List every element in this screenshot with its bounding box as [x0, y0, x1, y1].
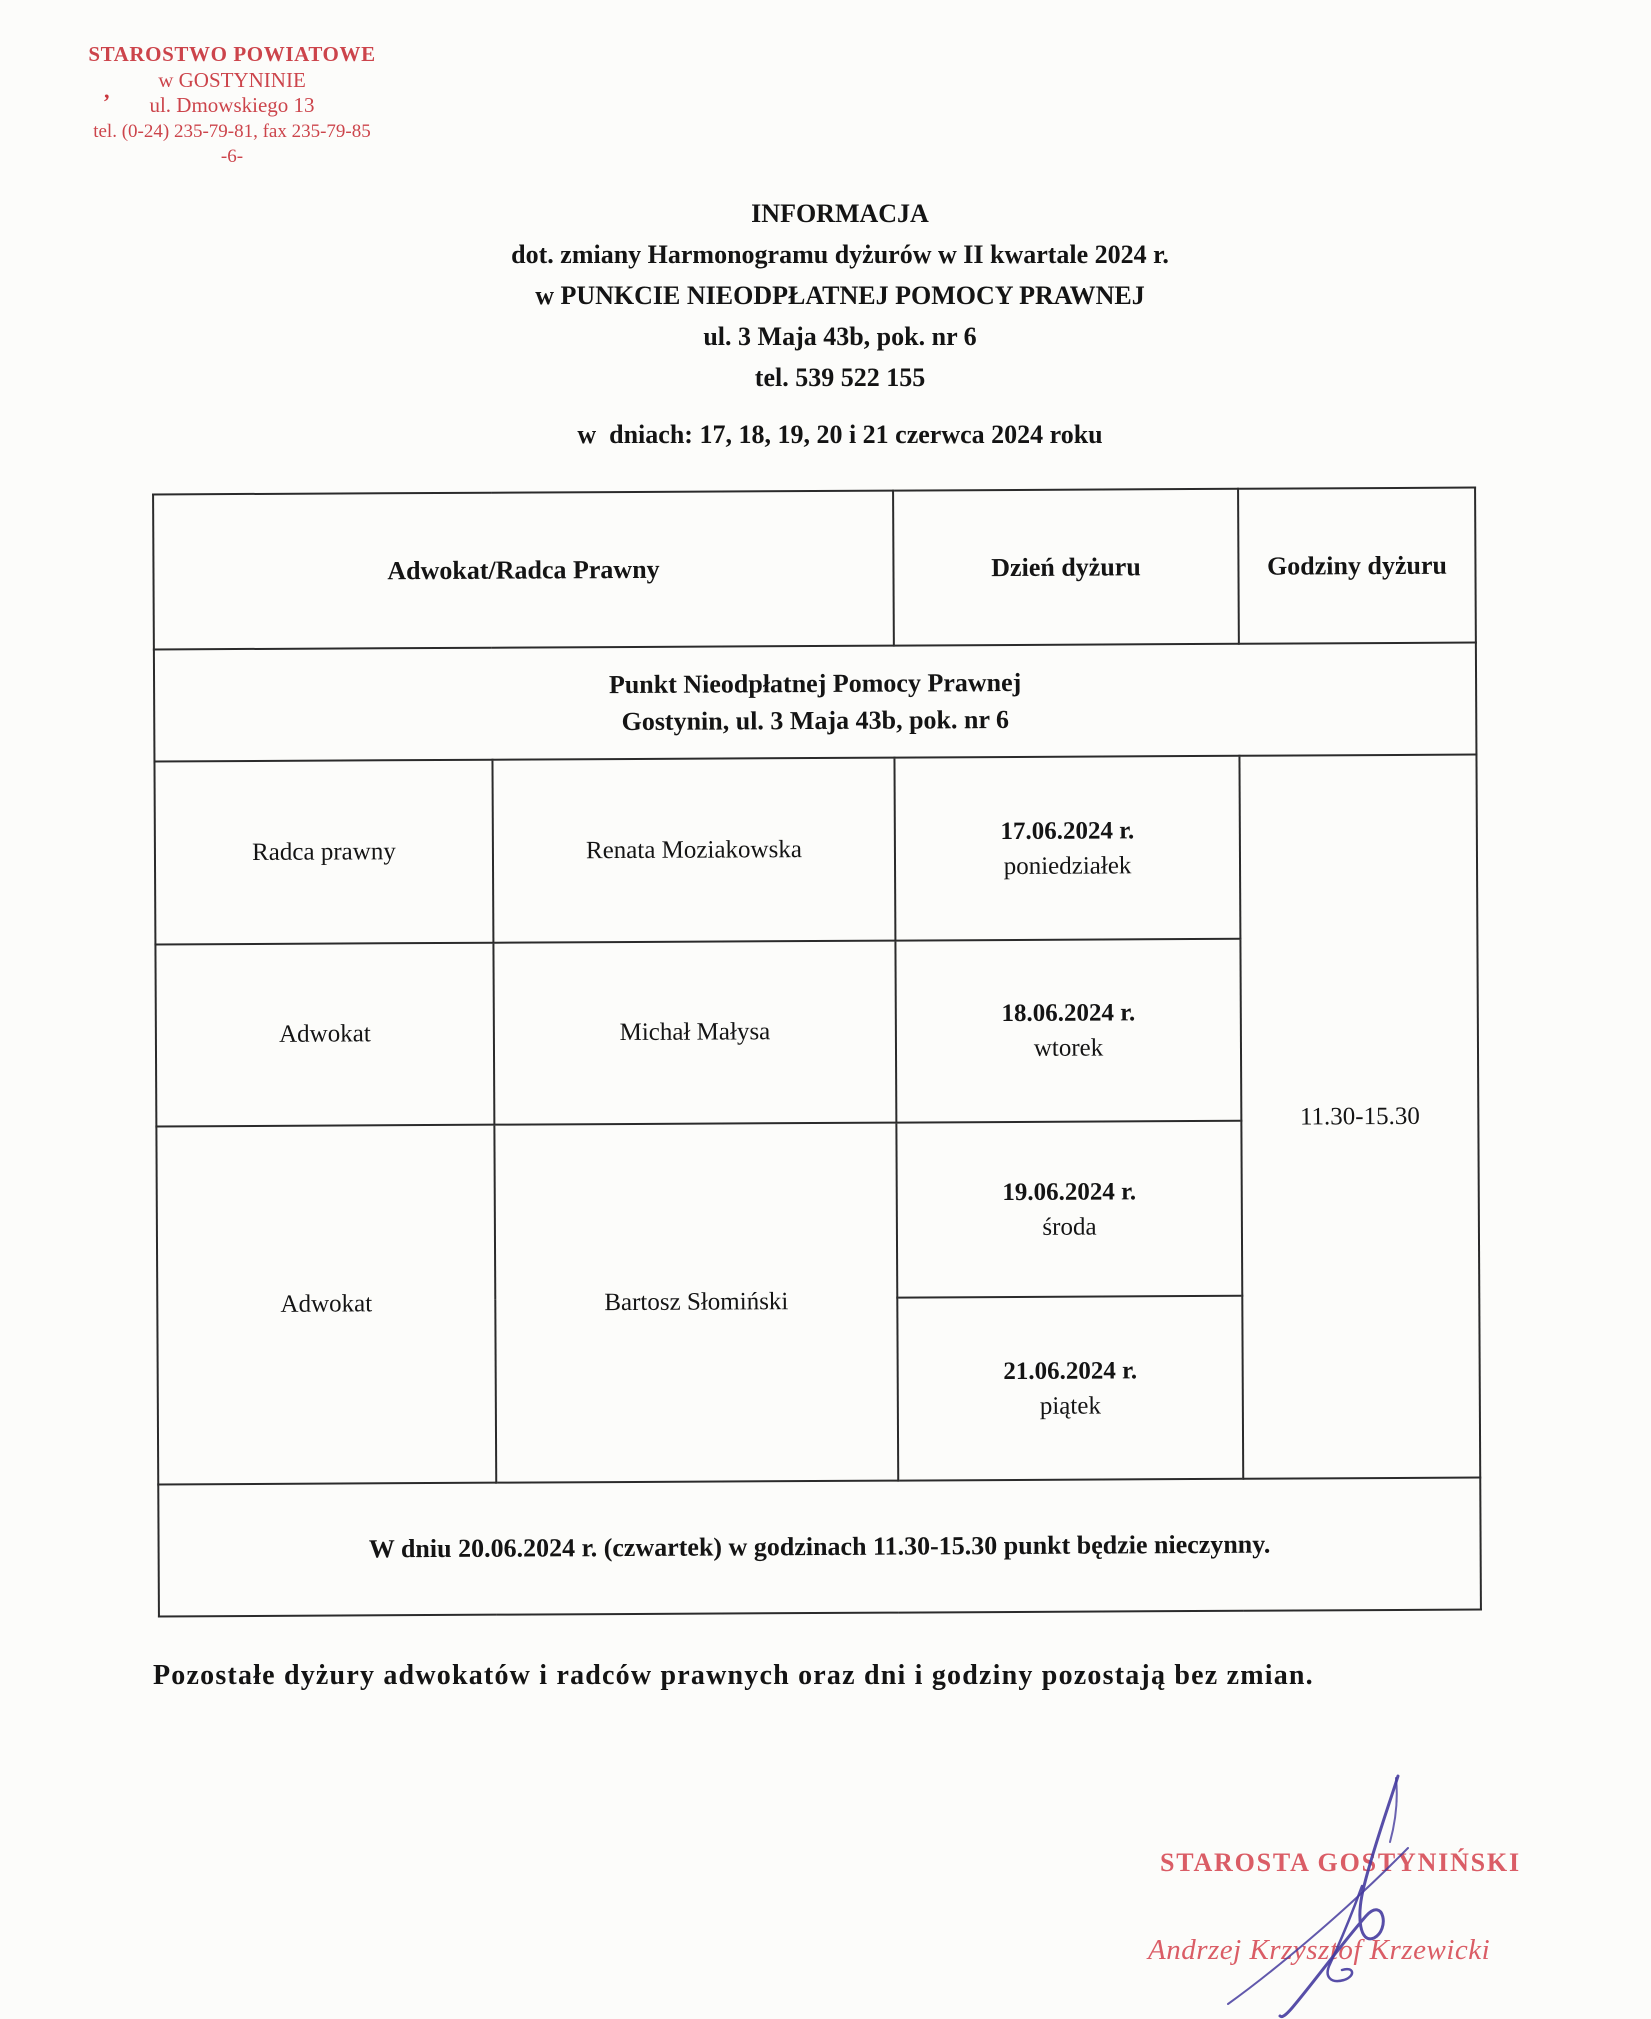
row2-role: Adwokat [155, 943, 494, 1127]
footer-note: Pozostałe dyżury adwokatów i radców prawnych oraz dni i godziny pozostają bez zmian. [153, 1660, 1314, 1691]
heading-subject: dot. zmiany Harmonogramu dyżurów w II kwartale 2024 r. [511, 240, 1169, 269]
schedule-table-wrapper [152, 487, 1482, 1618]
schedule-table [152, 487, 1482, 1618]
row1-name: Renata Moziakowska [492, 758, 895, 943]
row3-date2: 21.06.2024 r. [1003, 1356, 1138, 1385]
stamp-street: ul. Dmowskiego 13 [149, 93, 315, 117]
table-row [154, 755, 1477, 945]
row3-date1: 19.06.2024 r. [1002, 1177, 1137, 1206]
row3-name: Bartosz Słomiński [494, 1123, 898, 1483]
closed-note: W dniu 20.06.2024 r. (czwartek) w godzinach 11.30-15.30 punkt będzie nieczynny. [158, 1478, 1481, 1617]
heading-dates-line: w dniach: 17, 18, 19, 20 i 21 czerwca 2024 roku [577, 420, 1103, 449]
page-title: INFORMACJA [751, 199, 929, 228]
row3-role: Adwokat [156, 1125, 496, 1485]
document-heading [0, 193, 1651, 398]
section-title-line2: Gostynin, ul. 3 Maja 43b, pok. nr 6 [621, 704, 1010, 737]
row3-date-cell-2 [897, 1296, 1243, 1481]
stamp-stray-mark: , [104, 78, 110, 103]
row2-date: 18.06.2024 r. [1001, 999, 1136, 1028]
handwritten-signature [1212, 1768, 1462, 2019]
starosta-name-stamp: Andrzej Krzysztof Krzewicki [1148, 1934, 1491, 1966]
column-header-duty-hours: Godziny dyżuru [1238, 488, 1476, 644]
row3-day1: środa [1042, 1213, 1097, 1241]
row3-day2: piątek [1039, 1392, 1101, 1420]
office-stamp [62, 42, 402, 170]
stamp-phone-fax: tel. (0-24) 235-79-81, fax 235-79-85 [93, 120, 371, 142]
table-closed-note-row [158, 1478, 1481, 1617]
heading-address: ul. 3 Maja 43b, pok. nr 6 [703, 322, 977, 351]
table-header-row [153, 488, 1476, 650]
starosta-title-stamp: STAROSTA GOSTYNIŃSKI [1160, 1848, 1521, 1877]
row2-day: wtorek [1033, 1034, 1104, 1062]
heading-institution: w PUNKCIE NIEODPŁATNEJ POMOCY PRAWNEJ [535, 281, 1145, 310]
stamp-number: -6- [220, 146, 244, 167]
column-header-duty-day: Dzień dyżuru [893, 489, 1239, 646]
table-section-row [154, 643, 1477, 762]
section-title-cell [154, 643, 1477, 762]
duty-hours-cell: 11.30-15.30 [1239, 755, 1480, 1479]
row2-date-cell [895, 939, 1241, 1123]
heading-phone: tel. 539 522 155 [754, 363, 926, 392]
section-title-line1: Punkt Nieodpłatnej Pomocy Prawnej [608, 667, 1022, 700]
row3-date-cell-1 [896, 1121, 1242, 1298]
stamp-office-name: STAROSTWO POWIATOWE [88, 42, 376, 66]
row1-date-cell [894, 756, 1240, 941]
row2-name: Michał Małysa [493, 941, 896, 1125]
stamp-city: w GOSTYNINIE [158, 67, 306, 92]
row1-date: 17.06.2024 r. [1000, 816, 1135, 845]
row1-day: poniedziałek [1003, 851, 1132, 880]
column-header-lawyer: Adwokat/Radca Prawny [153, 491, 894, 650]
row1-role: Radca prawny [154, 760, 493, 945]
